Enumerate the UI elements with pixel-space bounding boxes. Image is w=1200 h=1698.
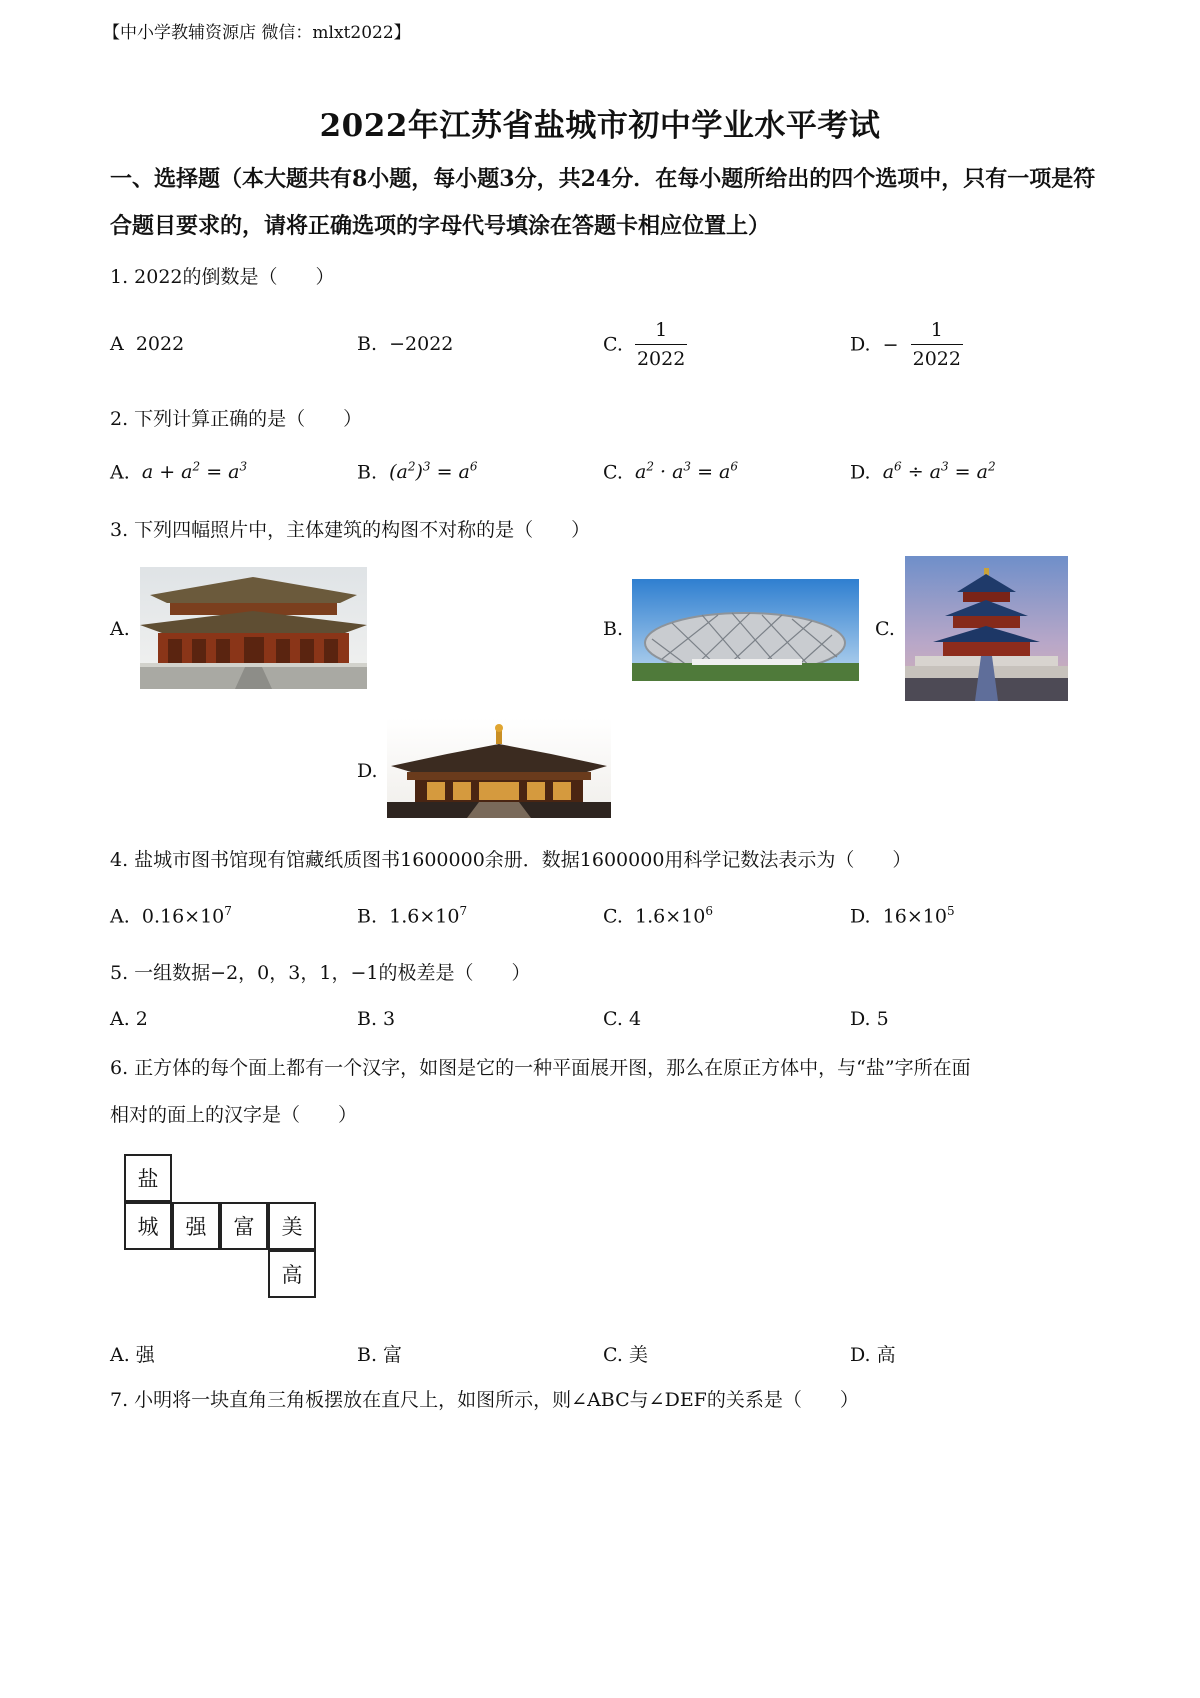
- option-exponent: 7: [224, 904, 232, 918]
- net-face-cheng: 城: [124, 1202, 172, 1250]
- q2-option-c: [603, 460, 738, 483]
- q3-option-d-label: D.: [357, 760, 378, 782]
- option-label: B.: [357, 333, 378, 355]
- q3-option-c-label: C.: [875, 618, 895, 640]
- option-label: D.: [850, 333, 871, 356]
- q6-option-d: D. 高: [850, 1344, 896, 1366]
- option-label: B.: [357, 461, 378, 484]
- question-6-stem-line-1: 6. 正方体的每个面上都有一个汉字，如图是它的一种平面展开图，那么在原正方体中，与“盐”字所在面: [110, 1057, 971, 1079]
- q2-option-a: [110, 460, 247, 483]
- fraction-denominator: 2022: [912, 348, 961, 370]
- question-6-stem-line-2: 相对的面上的汉字是（ ）: [110, 1104, 358, 1126]
- q2-option-d: [850, 460, 996, 483]
- formula: $a^2 \cdot a^3 = a^6$: [635, 460, 739, 484]
- option-label: C.: [603, 333, 623, 356]
- formula: $a + a^2 = a^3$: [141, 460, 248, 484]
- header-note: 【中小学教辅资源店 微信：mlxt2022】: [103, 23, 411, 43]
- tang-style-pavilion-photo: [387, 718, 611, 818]
- q3-option-a-label: A.: [110, 618, 130, 640]
- net-face-qiang: 强: [172, 1202, 220, 1250]
- option-exponent: 7: [459, 904, 468, 918]
- option-exponent: 5: [946, 904, 955, 918]
- palace-hall-photo: [140, 567, 367, 689]
- option-label: D.: [850, 905, 871, 928]
- question-4-stem: 4. 盐城市图书馆现有馆藏纸质图书1600000余册．数据1600000用科学记数法表示为（ ）: [110, 849, 912, 871]
- q2-option-b: [357, 460, 478, 483]
- fraction: [911, 316, 963, 373]
- fraction-denominator: 2022: [636, 348, 686, 370]
- q4-option-c: [603, 904, 713, 927]
- option-label: C.: [603, 905, 623, 928]
- option-label: A: [110, 333, 124, 355]
- q4-option-d: [850, 904, 955, 927]
- q5-option-a: A. 2: [110, 1008, 148, 1030]
- page-title: 2022年江苏省盐城市初中学业水平考试: [319, 108, 881, 144]
- birds-nest-stadium-photo: [632, 579, 859, 681]
- option-label: A.: [110, 461, 130, 484]
- option-coefficient: 16×10: [882, 905, 947, 928]
- q5-option-b: B. 3: [357, 1008, 396, 1030]
- option-label: B.: [357, 905, 378, 928]
- q1-option-a: [110, 333, 184, 355]
- fraction-numerator: 1: [635, 316, 687, 345]
- net-face-gao: 高: [268, 1250, 316, 1298]
- question-1-stem: 1. 2022的倒数是（ ）: [110, 266, 335, 288]
- q6-option-b: B. 富: [357, 1344, 403, 1366]
- fraction: [635, 316, 687, 373]
- q1-option-c: [603, 316, 687, 373]
- option-label: D.: [850, 461, 871, 484]
- option-label: A.: [110, 905, 130, 928]
- q3-option-b-label: B.: [603, 618, 624, 640]
- question-7-stem: 7. 小明将一块直角三角板摆放在直尺上，如图所示，则∠ABC与∠DEF的关系是（ ）: [110, 1389, 859, 1411]
- q5-option-c: C. 4: [603, 1008, 642, 1030]
- temple-of-heaven-photo: [905, 556, 1068, 701]
- q4-option-a: [110, 904, 232, 927]
- option-exponent: 6: [705, 904, 713, 918]
- option-label: C.: [603, 461, 623, 484]
- q6-option-a: A. 强: [110, 1344, 155, 1366]
- net-face-yan: 盐: [124, 1154, 172, 1202]
- option-coefficient: 0.16×10: [141, 905, 225, 928]
- formula: $a^6 \div a^3 = a^2$: [882, 460, 996, 484]
- question-5-stem: 5. 一组数据−2，0，3，1，−1的极差是（ ）: [110, 962, 531, 984]
- section-heading: 一、选择题（本大题共有8小题，每小题3分，共24分．在每小题所给出的四个选项中，只有一项是符合题目要求的，请将正确选项的字母代号填涂在答题卡相应位置上）: [110, 166, 1096, 239]
- net-face-fu: 富: [220, 1202, 268, 1250]
- q1-option-d: [850, 316, 963, 373]
- minus-sign: −: [882, 333, 899, 356]
- q5-option-d: D. 5: [850, 1008, 889, 1030]
- question-2-stem: 2. 下列计算正确的是（ ）: [110, 408, 363, 430]
- option-coefficient: 1.6×10: [389, 905, 460, 928]
- net-face-mei: 美: [268, 1202, 316, 1250]
- fraction-numerator: 1: [911, 316, 963, 345]
- formula: $(a^2)^3 = a^6$: [389, 460, 478, 484]
- q4-option-b: [357, 904, 467, 927]
- q1-option-b: [357, 333, 453, 355]
- option-value: −2022: [389, 333, 454, 355]
- option-value: 2022: [135, 333, 185, 355]
- q6-option-c: C. 美: [603, 1344, 648, 1366]
- option-coefficient: 1.6×10: [635, 905, 706, 928]
- question-3-stem: 3. 下列四幅照片中，主体建筑的构图不对称的是（ ）: [110, 519, 591, 541]
